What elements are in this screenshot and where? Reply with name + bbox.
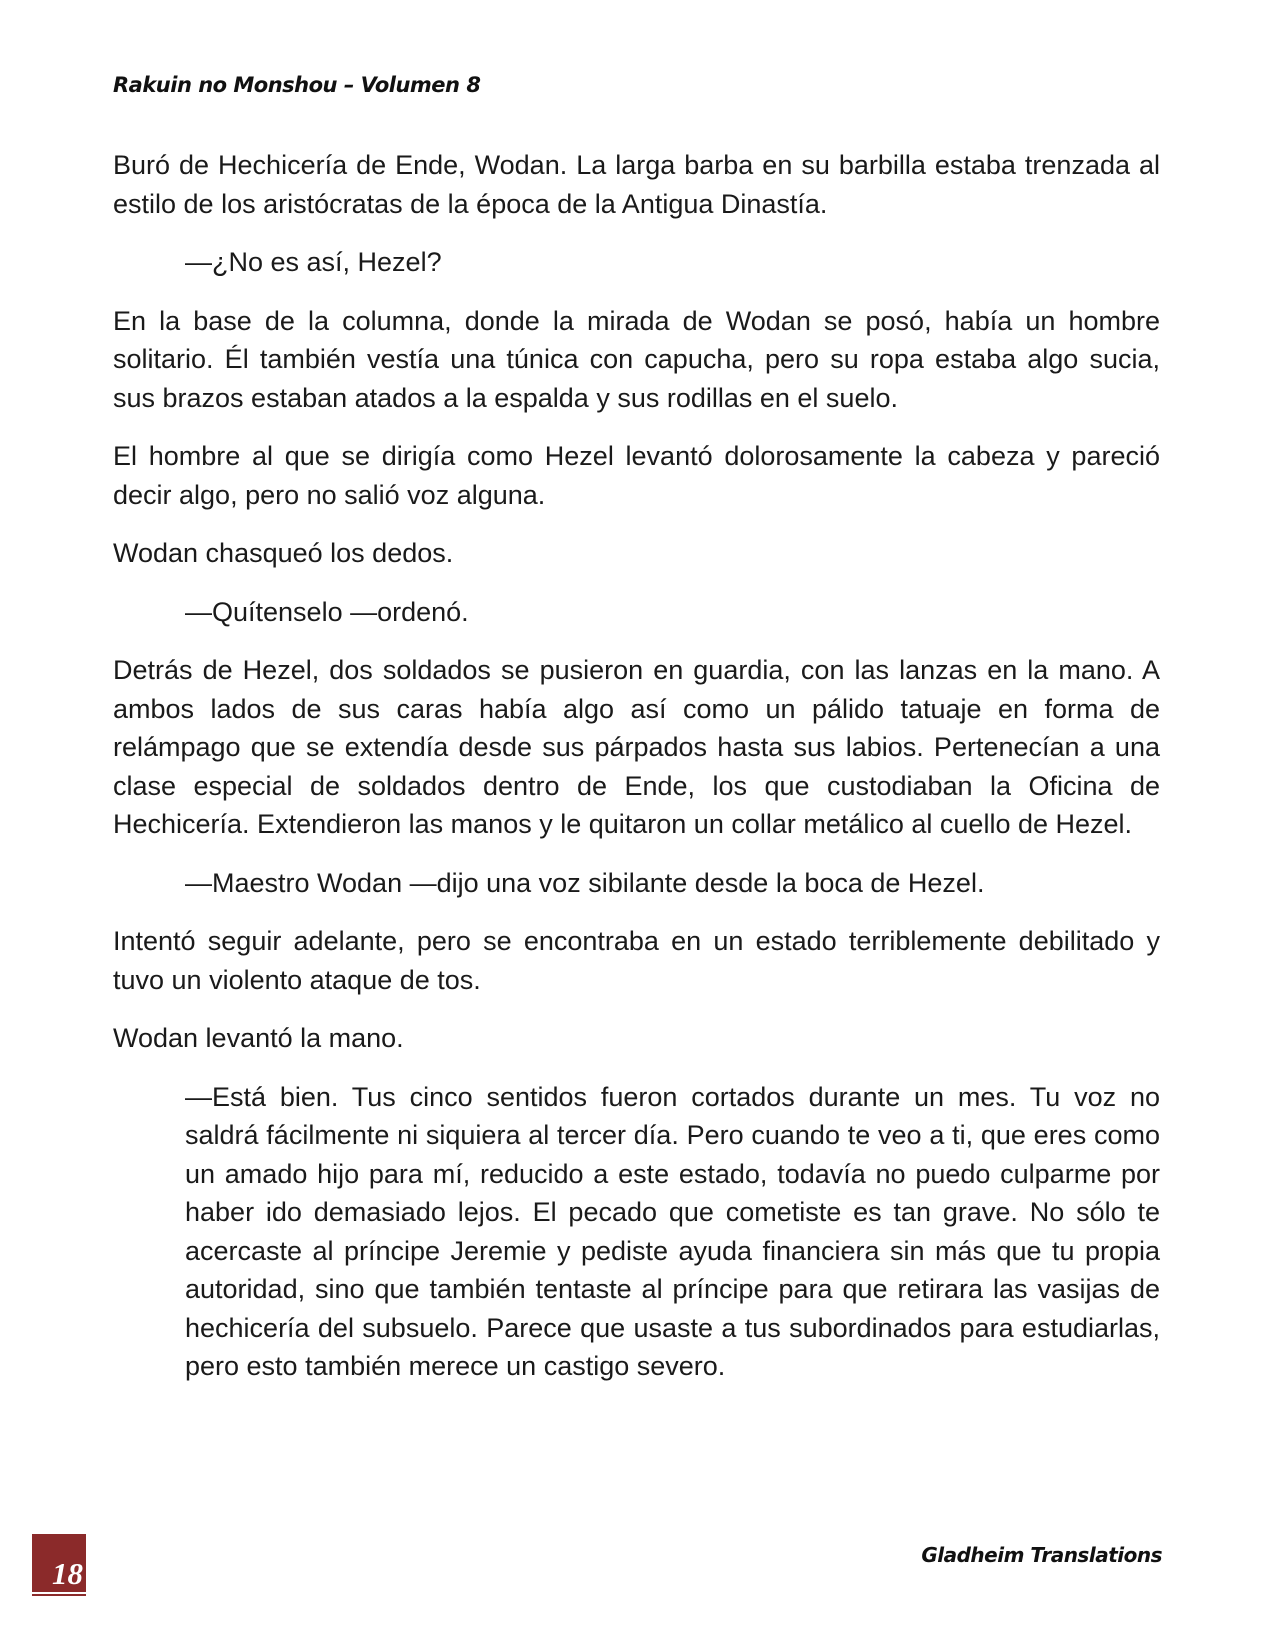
dialog-line: —¿No es así, Hezel? <box>185 247 442 277</box>
paragraph: Buró de Hechicería de Ende, Wodan. La larga barba en su barbilla estaba trenzada al estilo de los aristócratas de la época de la Antigua Dinastía. <box>113 150 1160 219</box>
page-body <box>113 146 1160 1406</box>
paragraph: El hombre al que se dirigía como Hezel levantó dolorosamente la cabeza y pareció decir algo, pero no salió voz alguna. <box>113 441 1160 510</box>
paragraph: Wodan chasqueó los dedos. <box>113 538 454 568</box>
page-number: 18 <box>52 1556 83 1591</box>
dialog-line: —Está bien. Tus cinco sentidos fueron cortados durante un mes. Tu voz no saldrá fácilmente ni siquiera al tercer día. Pero cuando te veo a ti, que eres como un amado hijo para mí, reducido a este estado, todavía no puedo culparme por haber ido demasiado lejos. El pecado que cometiste es tan grave. No sólo te acercaste al príncipe Jeremie y pediste ayuda financiera sin más que tu propia autoridad, sino que también tentaste al príncipe para que retirara las vasijas de hechicería del subsuelo. Parece que usaste a tus subordinados para estudiarlas, pero esto también merece un castigo severo. <box>185 1081 1160 1381</box>
paragraph: Intentó seguir adelante, pero se encontraba en un estado terriblemente debilitado y tuvo un violento ataque de tos. <box>113 926 1160 995</box>
paragraph: En la base de la columna, donde la mirada de Wodan se posó, había un hombre solitario. Él también vestía una túnica con capucha, pero su ropa estaba algo sucia, sus brazos estaban atados a la espalda y sus rodillas en el suelo. <box>113 305 1160 413</box>
dialog-line: —Maestro Wodan —dijo una voz sibilante desde la boca de Hezel. <box>185 867 985 898</box>
paragraph: Wodan levantó la mano. <box>113 1023 404 1053</box>
running-header: Rakuin no Monshou – Volumen 8 <box>113 73 481 97</box>
paragraph: Detrás de Hezel, dos soldados se pusieron en guardia, con las lanzas en la mano. A ambos lados de sus caras había algo así como un pálido tatuaje en forma de relámpago que se extendía desde sus párpados hasta sus labios. Pertenecían a una clase especial de soldados dentro de Ende, los que custodiaban la Oficina de Hechicería. Extendieron las manos y le quitaron un collar metálico al cuello de Hezel. <box>113 655 1160 839</box>
footer-credit: Gladheim Translations <box>921 1543 1162 1567</box>
page-number-underline <box>32 1592 86 1594</box>
dialog-line: —Quítenselo —ordenó. <box>185 596 469 627</box>
